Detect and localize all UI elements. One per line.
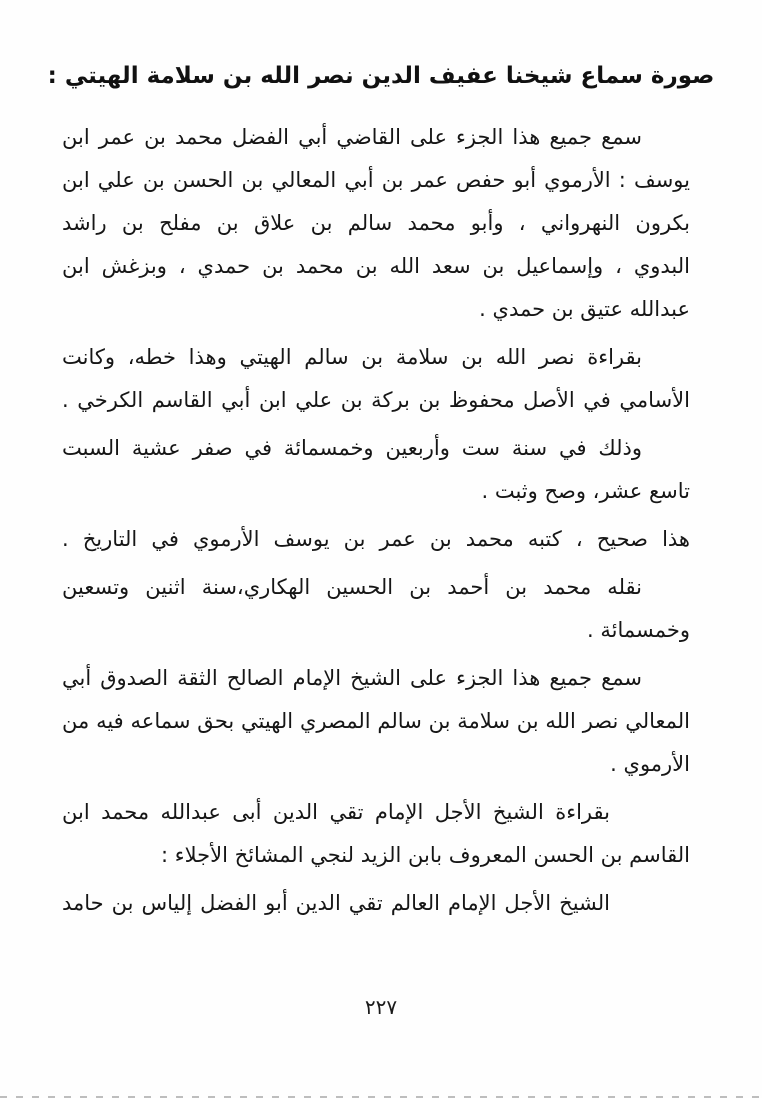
paragraph-qiraa-sheikh — [62, 791, 690, 877]
text-line: عبدالله عتيق بن حمدي . — [479, 297, 690, 321]
text-line: الأسامي في الأصل محفوظ بن بركة بن علي ابن أبي القاسم الكرخي . — [62, 388, 690, 412]
text-body — [62, 116, 690, 925]
text-line: سمع جميع هذا الجزء على القاضي أبي الفضل محمد بن عمر ابن — [62, 125, 642, 149]
text-line: وخمسمائة . — [587, 618, 690, 642]
text-line: البدوي ، وإسماعيل بن سعد الله بن محمد بن حمدي ، وبزغش ابن — [62, 254, 690, 278]
paragraph-naql-note — [62, 566, 690, 652]
text-line: هذا صحيح ، كتبه محمد بن عمر بن يوسف الأرموي في التاريخ . — [62, 527, 690, 551]
text-line: بقراءة الشيخ الأجل الإمام تقي الدين أبى عبدالله محمد ابن — [62, 800, 610, 824]
text-line: تاسع عشر، وصح وثبت . — [481, 479, 690, 503]
text-line: بكرون النهرواني ، وأبو محمد سالم بن علاق بن مفلح بن راشد — [62, 211, 690, 235]
paragraph-sahih-note — [62, 518, 690, 561]
text-line: الأرموي . — [610, 752, 690, 776]
paragraph-qiraa-note — [62, 336, 690, 422]
text-line: القاسم بن الحسن المعروف بابن الزيد لنجي المشائخ الأجلاء : — [161, 843, 690, 867]
paragraph-sama-record-1 — [62, 116, 690, 331]
text-line: بقراءة نصر الله بن سلامة بن سالم الهيتي وهذا خطه، وكانت — [62, 345, 642, 369]
paragraph-sheikh-name — [62, 882, 690, 925]
paragraph-sama-record-2 — [62, 657, 690, 786]
text-line: الشيخ الأجل الإمام العالم تقي الدين أبو الفضل إلياس بن حامد — [62, 891, 610, 915]
paragraph-date-note — [62, 427, 690, 513]
page-title: صورة سماع شيخنا عفيف الدين نصر الله بن سلامة الهيتي : — [47, 63, 715, 89]
text-line: سمع جميع هذا الجزء على الشيخ الإمام الصالح الثقة الصدوق أبي — [62, 666, 642, 690]
page-number: ٢٢٧ — [364, 995, 398, 1019]
text-line: نقله محمد بن أحمد بن الحسين الهكاري،سنة اثنين وتسعين — [62, 575, 642, 599]
text-line: المعالي نصر الله بن سلامة بن سالم المصري الهيتي بحق سماعه فيه من — [62, 709, 690, 733]
text-line: وذلك في سنة ست وأربعين وخمسمائة في صفر عشية السبت — [62, 436, 642, 460]
text-line: يوسف : الأرموي أبو حفص عمر بن أبي المعالي بن الحسن بن علي ابن — [62, 168, 690, 192]
